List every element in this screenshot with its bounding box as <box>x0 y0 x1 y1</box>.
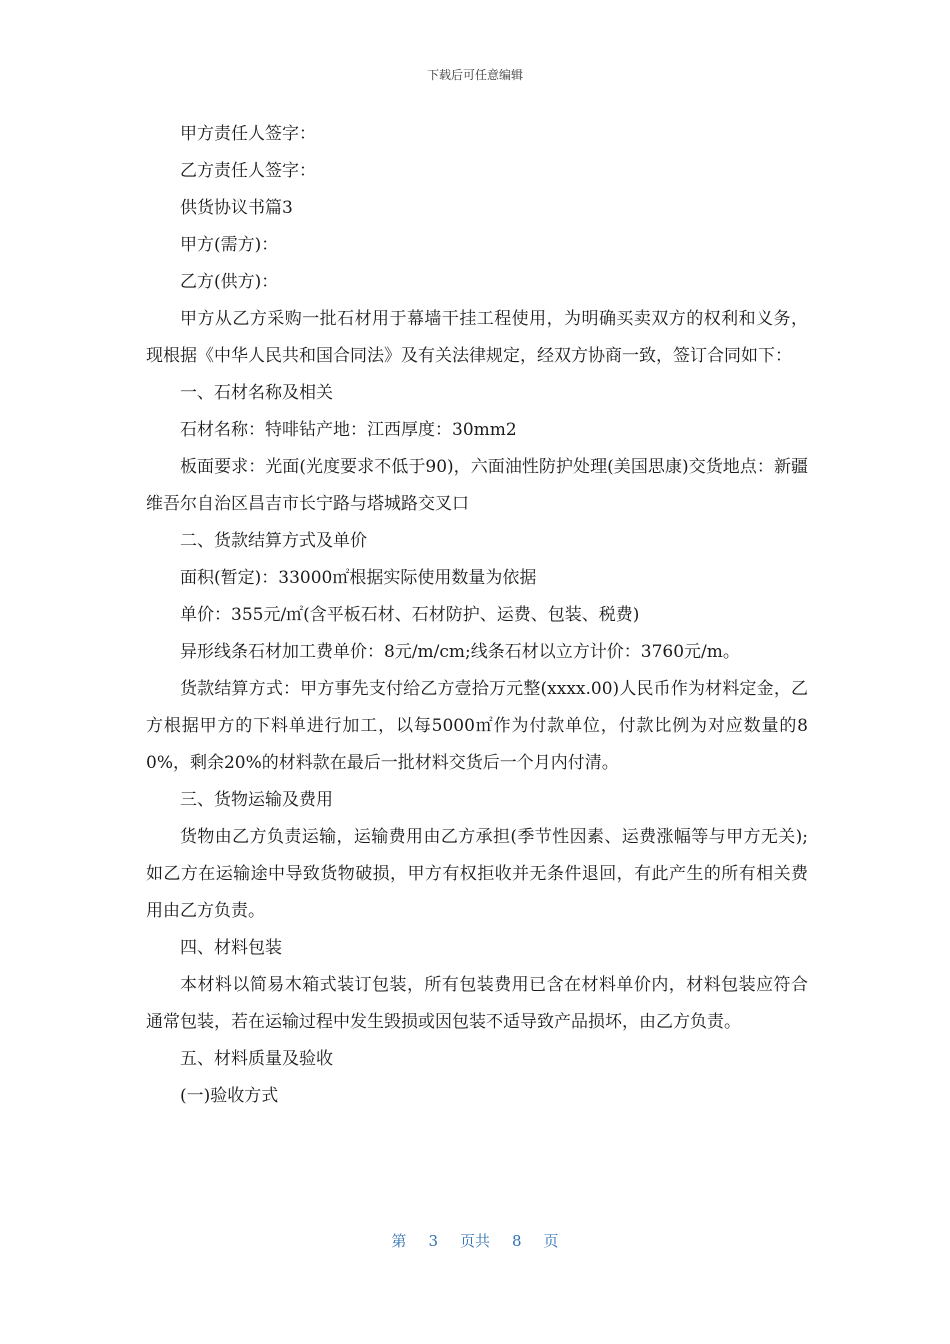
heading-transport: 三、货物运输及费用 <box>180 790 333 810</box>
heading-payment: 二、货款结算方式及单价 <box>180 531 367 551</box>
header-note: 下载后可任意编辑 <box>426 68 523 82</box>
footer-total-pages: 8 <box>512 1232 522 1250</box>
paragraph-party-a-signature: 甲方责任人签字： <box>180 124 316 144</box>
footer-middle: 页共 <box>459 1232 490 1250</box>
heading-packaging: 四、材料包装 <box>180 938 282 958</box>
paragraph-surface-requirements: 板面要求：光面(光度要求不低于90)，六面油性防护处理(美国思康)交货地点：新疆维吾尔自治区昌吉市长宁路与塔城路交叉口 <box>146 457 808 514</box>
footer-current-page: 3 <box>428 1232 438 1250</box>
paragraph-acceptance-method: (一)验收方式 <box>180 1086 279 1106</box>
footer-suffix: 页 <box>543 1232 559 1250</box>
paragraph-intro: 甲方从乙方采购一批石材用于幕墙干挂工程使用，为明确买卖双方的权利和义务，现根据《中华人民共和国合同法》及有关法律规定，经双方协商一致，签订合同如下： <box>146 309 808 366</box>
paragraph-processing-fee: 异形线条石材加工费单价：8元/m/cm;线条石材以立方计价：3760元/m。 <box>180 642 740 662</box>
paragraph-party-a: 甲方(需方)： <box>180 235 279 255</box>
paragraph-payment-method: 货款结算方式：甲方事先支付给乙方壹拾万元整(xxxx.00)人民币作为材料定金，乙方根据甲方的下料单进行加工，以每5000㎡作为付款单位，付款比例为对应数量的80%，剩余20%的材料款在最后一批材料交货后一个月内付清。 <box>146 679 808 773</box>
paragraph-stone-spec: 石材名称：特啡钻产地：江西厚度：30mm2 <box>180 420 517 440</box>
paragraph-packaging: 本材料以简易木箱式装订包装，所有包装费用已含在材料单价内，材料包装应符合通常包装，若在运输过程中发生毁损或因包装不适导致产品损坏，由乙方负责。 <box>146 975 808 1032</box>
paragraph-unit-price: 单价：355元/㎡(含平板石材、石材防护、运费、包装、税费) <box>180 605 640 625</box>
footer-prefix: 第 <box>391 1232 407 1250</box>
heading-quality: 五、材料质量及验收 <box>180 1049 333 1069</box>
paragraph-section-title: 供货协议书篇3 <box>180 198 293 218</box>
paragraph-party-b-signature: 乙方责任人签字： <box>180 161 316 181</box>
paragraph-transport: 货物由乙方负责运输，运输费用由乙方承担(季节性因素、运费涨幅等与甲方无关);如乙方在运输途中导致货物破损，甲方有权拒收并无条件退回，有此产生的所有相关费用由乙方负责。 <box>146 827 808 921</box>
page-footer <box>0 1230 950 1251</box>
document-body <box>146 116 808 1115</box>
heading-stone-name: 一、石材名称及相关 <box>180 383 333 403</box>
paragraph-area: 面积(暂定)：33000㎡根据实际使用数量为依据 <box>180 568 537 588</box>
paragraph-party-b: 乙方(供方)： <box>180 272 279 292</box>
